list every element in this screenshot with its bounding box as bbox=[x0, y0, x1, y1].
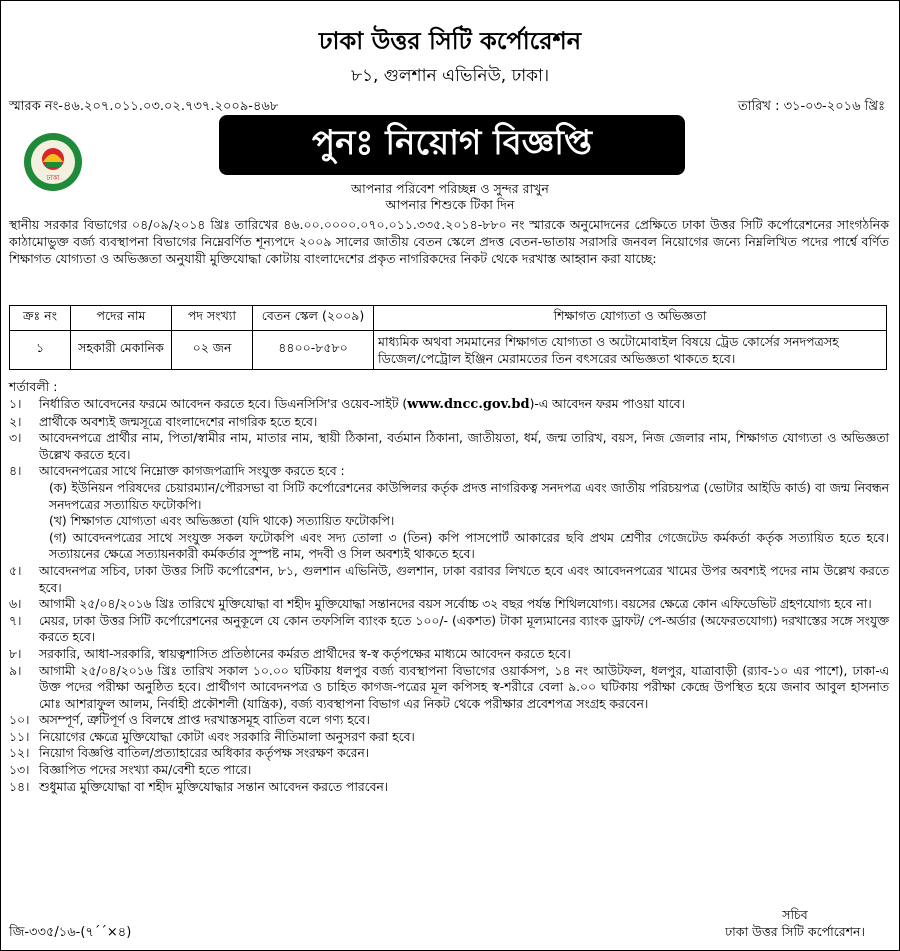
col-qualification: শিক্ষাগত যোগ্যতা ও অভিজ্ঞতা bbox=[374, 306, 887, 331]
condition-4-ka: (ক) ইউনিয়ন পরিষদের চেয়ারম্যান/পৌরসভা বা সিটি কর্পোরেশনের কাউন্সিলর কর্তৃক প্রদত্ত নাগরিকত্ব সনদপত্র এবং জাতীয় পরিচয়পত্র (ভোটার আইডি কার্ড) বা জন্ম নিবন্ধন সনদপত্রের সত্যায়িত ফটোকপি। bbox=[49, 480, 889, 512]
publication-code: জি-৩৩৫/১৬-(৭´´×৪) bbox=[9, 925, 132, 940]
condition-number: ৪। bbox=[9, 464, 22, 479]
cell-serial: ১ bbox=[10, 331, 71, 370]
col-count: পদ সংখ্যা bbox=[172, 306, 253, 331]
signer-org: ঢাকা উত্তর সিটি কর্পোরেশন। bbox=[725, 924, 865, 939]
condition-text-pre: নির্ধারিত আবেদনের ফরমে আবেদন করতে হবে। ডিএনসিসি'র ওয়েব-সাইট ( bbox=[39, 397, 408, 411]
list-item bbox=[9, 414, 889, 431]
posts-table bbox=[9, 305, 887, 370]
list-item bbox=[9, 613, 889, 646]
condition-text: মেয়র, ঢাকা উত্তর সিটি কর্পোরেশনের অনুকূলে যে কোন তফসিলি ব্যাংক হতে ১০০/- (একশত) টাকা মূল্যমানের ব্যাংক ড্রাফট/ পে-অর্ডার (অফেরতযোগ্য) দরখাস্তের সঙ্গে সংযুক্ত করতে হবে। bbox=[39, 613, 889, 645]
condition-text: নিয়োগ বিজ্ঞপ্তি বাতিল/প্রত্যাহারের অধিকার কর্তৃপক্ষ সংরক্ষণ করেন। bbox=[39, 746, 370, 761]
col-scale: বেতন স্কেল (২০০৯) bbox=[253, 306, 374, 331]
notice-date: তারিখ : ৩১-০৩-২০১৬ খ্রিঃ bbox=[738, 99, 885, 114]
list-item bbox=[9, 779, 889, 796]
conditions-list bbox=[9, 396, 889, 795]
website-link[interactable]: www.dncc.gov.bd bbox=[407, 397, 530, 412]
condition-number: ১৪। bbox=[9, 779, 30, 794]
list-item bbox=[9, 762, 889, 779]
condition-text: অসম্পূর্ণ, ত্রুটিপূর্ণ ও বিলম্বে প্রাপ্ত দরখাস্তসমূহ বাতিল বলে গণ্য হবে। bbox=[39, 713, 370, 728]
list-item bbox=[9, 430, 889, 463]
conditions-title: শর্তাবলী : bbox=[9, 379, 58, 394]
condition-number: ১২। bbox=[9, 746, 30, 761]
slogan-vaccine: আপনার শিশুকে টিকা দিন bbox=[385, 197, 515, 212]
list-item bbox=[9, 396, 889, 414]
intro-paragraph: স্থানীয় সরকার বিভাগের ০৪/০৯/২০১৪ খ্রিঃ তারিখের ৪৬.০০.০০০০.০৭০.০১১.৩৩৫.২০১৪-৮৮০ নং স্মারকে অনুমোদনের প্রেক্ষিতে ঢাকা উত্তর সিটি কর্পোরেশনের সাংগঠনিক কাঠামোভুক্ত বর্জ্য ব্যবস্থাপনা বিভাগের নিম্নেবর্ণিত শূন্যপদে ২০০৯ সালের জাতীয় বেতন স্কেলে প্রদত্ত বেতন-ভাতায় সরাসরি জনবল নিয়োগের জন্যে নিম্নলিখিত পদের পার্শ্বে বর্ণিত শিক্ষাগত যোগ্যতা ও অভিজ্ঞতা অনুযায়ী মুক্তিযোদ্ধা কোটায় বাংলাদেশের প্রকৃত নাগরিকদের নিকট থেকে দরখাস্ত আহ্বান করা যাচ্ছে: bbox=[9, 217, 889, 266]
condition-text: সরকারি, আধা-সরকারি, স্বায়ত্বশাসিত প্রতিষ্ঠানের কর্মরত প্রার্থীদের স্ব-স্ব কর্তৃপক্ষের মাধ্যমে আবেদন করতে হবে। bbox=[39, 646, 571, 661]
condition-text-post: )-এ আবেদন ফরম পাওয়া যাবে। bbox=[529, 397, 685, 411]
condition-4-intro: আবেদনপত্রের সাথে নিম্নোক্ত কাগজপত্রাদি সংযুক্ত করতে হবে : bbox=[39, 464, 345, 479]
condition-number: ৯। bbox=[9, 663, 22, 678]
banner-title: পুনঃ নিয়োগ বিজ্ঞপ্তি bbox=[312, 122, 592, 163]
cell-post: সহকারী মেকানিক bbox=[71, 331, 172, 370]
condition-text: বিজ্ঞাপিত পদের সংখ্যা কম/বেশী হতে পারে। bbox=[39, 763, 252, 778]
memo-number: স্মারক নং-৪৬.২০৭.০১১.০৩.০২.৭৩৭.২০০৯-৪৬৮ bbox=[9, 99, 279, 114]
cell-scale: ৪৪০০-৮৫৮০ bbox=[253, 331, 374, 370]
cell-count: ০২ জন bbox=[172, 331, 253, 370]
signer-title: সচিব bbox=[782, 907, 808, 922]
org-address: ৮১, গুলশান এভিনিউ, ঢাকা। bbox=[350, 66, 550, 86]
condition-text: আগামী ২৫/০৪/২০১৬ খ্রিঃ তারিখে মুক্তিযোদ্ধা বা শহীদ মুক্তিযোদ্ধা সন্তানদের বয়স সর্বোচ্চ ৩২ বছর পর্যন্ত শিথিলযোগ্য। বয়সের ক্ষেত্রে কোন এফিডেভিট গ্রহণযোগ্য হবে না। bbox=[39, 597, 872, 612]
condition-number: ৩। bbox=[9, 431, 22, 446]
condition-text: নিয়োগের ক্ষেত্রে মুক্তিযোদ্ধা কোটা এবং সরকারি নীতিমালা অনুসরণ করা হবে। bbox=[39, 729, 415, 744]
condition-number: ১। bbox=[9, 397, 22, 411]
logo-text: ঢাকা bbox=[46, 174, 60, 182]
list-item bbox=[9, 663, 889, 713]
condition-text: আগামী ২৫/০৪/২০১৬ খ্রিঃ তারিখ সকাল ১০.০০ ঘটিকায় ধলপুর বর্জ্য ব্যবস্থাপনা বিভাগের ওয়ার্কসপ, ১৪ নং আউটফল, ধলপুর, যাত্রাবাড়ী (র‍্যাব-১০ এর পাশে), ঢাকা-এ উক্ত পদের পরীক্ষা অনুষ্ঠিত হবে। প্রার্থীগণ আবেদনপত্র ও চাহিত কাগজ-পত্রের মূল কপিসহ স্ব-শরীরে বেলা ৯.০০ ঘটিকায় পরীক্ষা কেন্দ্রে উপস্থিত হয়ে জনাব আবুল হাসনাত মোঃ আশরাফুল আলম, নির্বাহী প্রকৌশলী (যান্ত্রিক), বর্জ্য ব্যবস্থাপনা বিভাগ এর নিকট থেকে পরীক্ষার প্রবেশপত্র সংগ্রহ করবেন। bbox=[39, 663, 889, 711]
list-item bbox=[9, 596, 889, 613]
condition-text: প্রার্থীকে অবশ্যই জন্মসূত্রে বাংলাদেশের নাগরিক হতে হবে। bbox=[39, 414, 318, 429]
condition-text: শুধুমাত্র মুক্তিযোদ্ধা বা শহীদ মুক্তিযোদ্ধার সন্তান আবেদন করতে পারবেন। bbox=[39, 779, 389, 794]
condition-text: আবেদনপত্রে প্রার্থীর নাম, পিতা/স্বামীর নাম, মাতার নাম, স্থায়ী ঠিকানা, বর্তমান ঠিকানা, জাতীয়তা, ধর্ম, জন্ম তারিখ, বয়স, নিজ জেলার নাম, শিক্ষাগত যোগ্যতা ও অভিজ্ঞতা উল্লেখ করতে হবে। bbox=[39, 431, 889, 462]
condition-number: ৫। bbox=[9, 563, 22, 578]
list-item bbox=[9, 745, 889, 762]
list-item bbox=[9, 646, 889, 663]
col-post: পদের নাম bbox=[71, 306, 172, 331]
table-header-row bbox=[10, 306, 887, 331]
condition-number: ১৩। bbox=[9, 763, 30, 778]
condition-number: ৮। bbox=[9, 646, 22, 661]
condition-number: ৭। bbox=[9, 613, 22, 628]
signature-block bbox=[705, 906, 885, 940]
condition-text: আবেদনপত্র সচিব, ঢাকা উত্তর সিটি কর্পোরেশন, ৮১, গুলশান এভিনিউ, গুলশান, ঢাকা বরাবর লিখতে হবে এবং আবেদনপত্রের খামের উপর অবশ্যই পদের নাম উল্লেখ করতে হবে। bbox=[39, 563, 889, 595]
col-serial: ক্রঃ নং bbox=[10, 306, 71, 331]
condition-number: ৬। bbox=[9, 597, 22, 612]
org-name: ঢাকা উত্তর সিটি কর্পোরেশন bbox=[318, 27, 582, 55]
cell-qualification: মাধ্যমিক অথবা সমমানের শিক্ষাগত যোগ্যতা ও অটোমোবাইল বিষয়ে ট্রেড কোর্সের সনদপত্রসহ ডিজেল/পেট্রোল ইঞ্জিন মেরামতের তিন বৎসরের অভিজ্ঞতা থাকতে হবে। bbox=[374, 331, 887, 370]
condition-4-kha: (খ) শিক্ষাগত যোগ্যতা এবং অভিজ্ঞতা (যদি থাকে) সত্যায়িত ফটোকপি। bbox=[49, 514, 395, 529]
list-item bbox=[9, 729, 889, 746]
list-item bbox=[9, 563, 889, 596]
table-row bbox=[10, 331, 887, 370]
slogans bbox=[1, 181, 899, 213]
slogan-environment: আপনার পরিবেশ পরিচ্ছন্ন ও সুন্দর রাখুন bbox=[351, 181, 549, 196]
condition-4-ga: (গ) আবেদনপত্রের সাথে সংযুক্ত সকল ফটোকপি এবং সদ্য তোলা ৩ (তিন) কপি পাসপোর্ট আকারের ছবি প্রথম শ্রেণীর গেজেটেড কর্মকর্তা কর্তৃক সত্যায়িত হতে হবে। সত্যায়নের ক্ষেত্রে সত্যায়নকারী কর্মকর্তার সুস্পষ্ট নাম, পদবী ও সিল অবশ্যই থাকতে হবে। bbox=[49, 530, 889, 562]
condition-number: ১১। bbox=[9, 729, 30, 744]
condition-number: ১০। bbox=[9, 713, 30, 728]
condition-text bbox=[39, 396, 889, 414]
list-item bbox=[9, 463, 889, 563]
list-item bbox=[9, 712, 889, 729]
notice-banner bbox=[219, 115, 685, 175]
condition-number: ২। bbox=[9, 414, 22, 429]
condition-text bbox=[39, 463, 889, 563]
